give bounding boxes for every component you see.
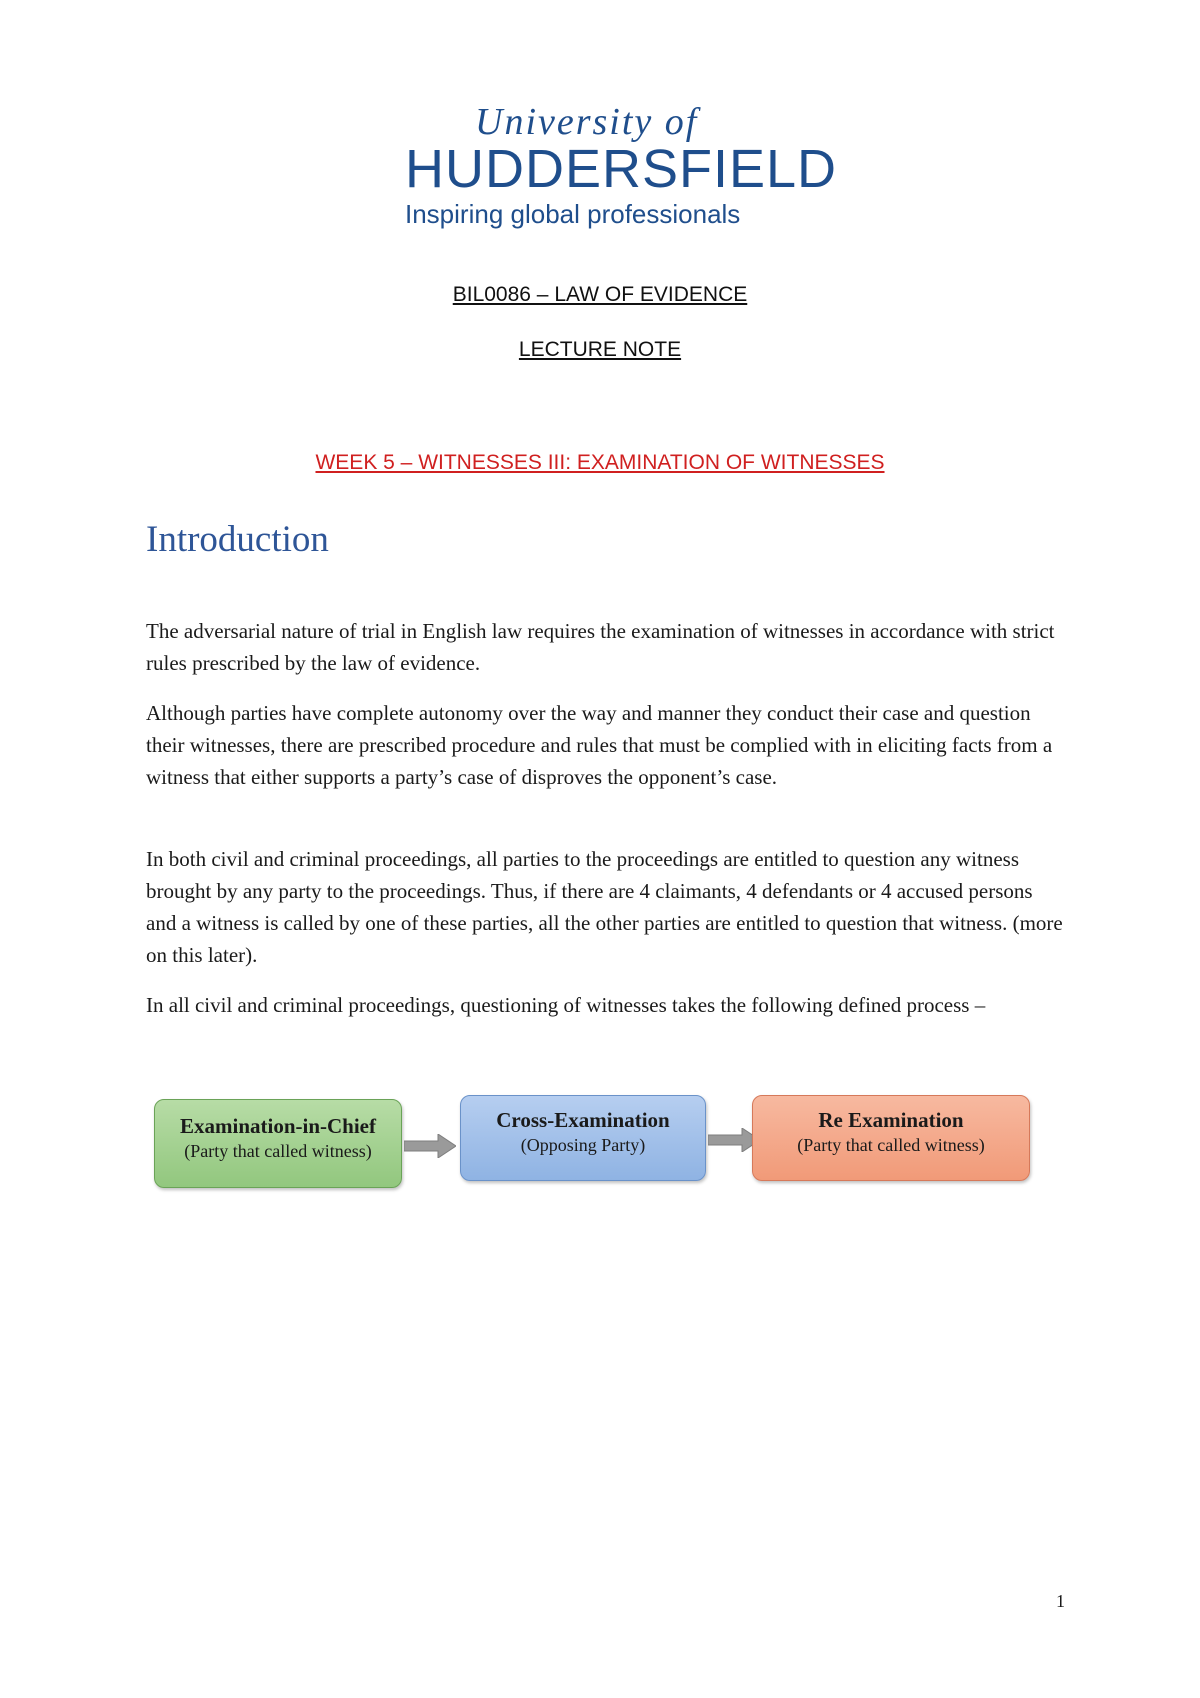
logo-tagline: Inspiring global professionals: [405, 199, 741, 229]
paragraph: In all civil and criminal proceedings, questioning of witnesses takes the following defined process –: [146, 993, 986, 1017]
arrow-right-icon: [708, 1128, 760, 1152]
week-title: WEEK 5 – WITNESSES III: EXAMINATION OF WITNESSES: [315, 451, 885, 474]
course-title: BIL0086 – LAW OF EVIDENCE: [452, 283, 748, 306]
flow-step-examination-in-chief: [154, 1099, 402, 1188]
flow-step-title: Cross-Examination: [496, 1108, 670, 1132]
paragraph: The adversarial nature of trial in English law requires the examination of witnesses in accordance with strict rules prescribed by the law of evidence.: [146, 619, 1055, 675]
page-number: 1: [1056, 1591, 1065, 1611]
flow-step-subtitle: (Party that called witness): [184, 1141, 372, 1161]
flow-step-cross-examination: [460, 1095, 706, 1181]
paragraph: Although parties have complete autonomy over the way and manner they conduct their case and question their witnesses, there are prescribed procedure and rules that must be complied with in eliciting facts from a witness that either supports a party’s case of disproves the opponent’s case.: [146, 701, 1053, 789]
flow-step-subtitle: (Party that called witness): [797, 1135, 985, 1155]
section-heading: Introduction: [146, 519, 329, 560]
document-type: LECTURE NOTE: [518, 338, 682, 361]
arrow-right-icon: [404, 1134, 456, 1158]
flow-step-re-examination: [752, 1095, 1030, 1181]
flow-step-title: Re Examination: [818, 1108, 964, 1132]
logo-text-huddersfield: HUDDERSFIELD: [405, 139, 838, 199]
flow-step-subtitle: (Opposing Party): [520, 1135, 646, 1155]
flow-step-title: Examination-in-Chief: [179, 1114, 376, 1138]
paragraph: In both civil and criminal proceedings, all parties to the proceedings are entitled to question any witness brought by any party to the proceedings. Thus, if there are 4 claimants, 4 defendants or 4 accused persons and a witness is called by one of these parties, all the other parties are entitled to question that witness. (more on this later).: [146, 847, 1063, 967]
logo-text-university-of: University of: [475, 101, 699, 143]
university-logo: [405, 100, 838, 235]
